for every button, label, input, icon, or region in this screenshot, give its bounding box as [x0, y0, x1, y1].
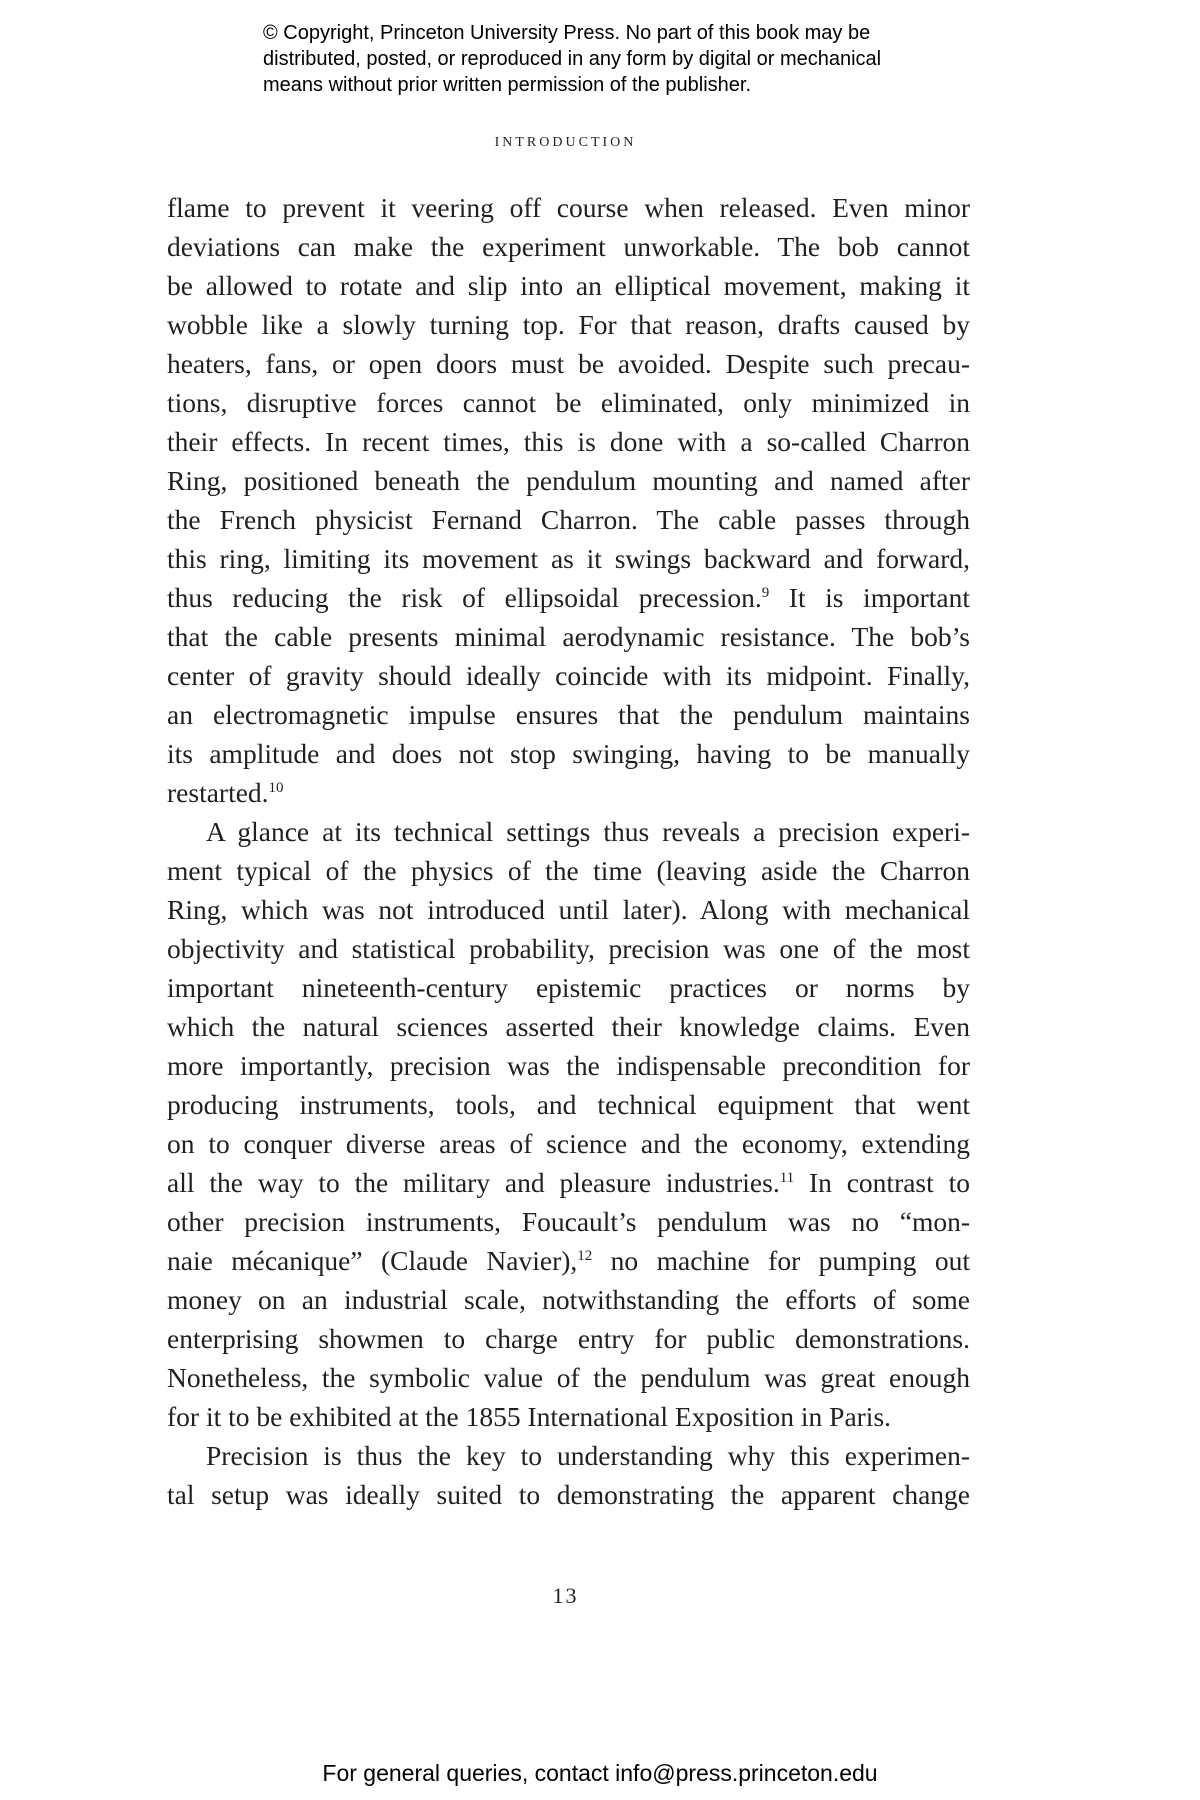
text-line: this ring, limiting its movement as it swings backward and forward, — [167, 543, 970, 574]
text-line: an electromagnetic impulse ensures that the pendulum maintains — [167, 699, 970, 730]
text-line — [167, 773, 970, 812]
text-line: deviations can make the experiment unworkable. The bob cannot — [167, 231, 970, 262]
text-line: flame to prevent it veering off course when released. Even minor — [167, 192, 970, 223]
contact-footer: For general queries, contact info@press.princeton.edu — [322, 1760, 878, 1786]
text-line: Nonetheless, the symbolic value of the pendulum was great enough — [167, 1362, 970, 1393]
text-line: its amplitude and does not stop swinging, having to be manually — [167, 738, 970, 769]
copyright-line: © Copyright, Princeton University Press. No part of this book may be — [263, 22, 871, 44]
text-line: heaters, fans, or open doors must be avoided. Despite such precau- — [167, 348, 970, 379]
text-line: tal setup was ideally suited to demonstrating the apparent change — [167, 1479, 970, 1510]
body-text — [167, 188, 970, 1514]
text-line: ment typical of the physics of the time (leaving aside the Charron — [167, 855, 970, 886]
copyright-line: means without prior written permission of the publisher. — [263, 74, 752, 96]
text-segment: In contrast to — [794, 1167, 970, 1198]
text-line: center of gravity should ideally coincide with its midpoint. Finally, — [167, 660, 970, 691]
text-line: which the natural sciences asserted their knowledge claims. Even — [167, 1011, 970, 1042]
text-line: the French physicist Fernand Charron. The cable passes through — [167, 504, 970, 535]
running-head: INTRODUCTION — [494, 135, 637, 150]
footnote-reference[interactable]: 11 — [779, 1169, 795, 1186]
text-segment: all the way to the military and pleasure industries. — [167, 1167, 780, 1198]
text-line: Precision is thus the key to understanding why this experimen- — [206, 1440, 970, 1471]
footnote-reference[interactable]: 10 — [268, 779, 284, 796]
text-line: Ring, which was not introduced until later). Along with mechanical — [167, 894, 970, 925]
text-line: for it to be exhibited at the 1855 International Exposition in Paris. — [167, 1401, 892, 1432]
text-line — [167, 1241, 970, 1280]
text-line: that the cable presents minimal aerodynamic resistance. The bob’s — [167, 621, 970, 652]
text-segment: restarted. — [167, 777, 269, 808]
text-line: on to conquer diverse areas of science and the economy, extending — [167, 1128, 970, 1159]
footnote-reference[interactable]: 12 — [577, 1247, 593, 1264]
text-segment: no machine for pumping out — [592, 1245, 970, 1276]
text-line: wobble like a slowly turning top. For that reason, drafts caused by — [167, 309, 970, 340]
text-segment: thus reducing the risk of ellipsoidal precession. — [167, 582, 762, 613]
text-line — [167, 1163, 970, 1202]
page-number: 13 — [552, 1583, 579, 1608]
text-line: money on an industrial scale, notwithstanding the efforts of some — [167, 1284, 970, 1315]
text-line: producing instruments, tools, and technical equipment that went — [167, 1089, 970, 1120]
text-line: Ring, positioned beneath the pendulum mounting and named after — [167, 465, 970, 496]
text-segment: It is important — [769, 582, 970, 613]
text-line: tions, disruptive forces cannot be eliminated, only minimized in — [167, 387, 970, 418]
footnote-reference[interactable]: 9 — [761, 584, 770, 601]
text-segment: naie mécanique” (Claude Navier), — [167, 1245, 578, 1276]
copyright-line: distributed, posted, or reproduced in any form by digital or mechanical — [263, 48, 882, 70]
text-line: their effects. In recent times, this is done with a so-called Charron — [167, 426, 970, 457]
text-line: A glance at its technical settings thus reveals a precision experi- — [206, 816, 970, 847]
text-line: more importantly, precision was the indispensable precondition for — [167, 1050, 970, 1081]
text-line: important nineteenth-century epistemic practices or norms by — [167, 972, 970, 1003]
text-line: be allowed to rotate and slip into an elliptical movement, making it — [167, 270, 970, 301]
text-line: objectivity and statistical probability, precision was one of the most — [167, 933, 970, 964]
text-line — [167, 578, 970, 617]
text-line: other precision instruments, Foucault’s pendulum was no “mon- — [167, 1206, 970, 1237]
text-line: enterprising showmen to charge entry for public demonstrations. — [167, 1323, 970, 1354]
copyright-notice — [263, 20, 1023, 98]
